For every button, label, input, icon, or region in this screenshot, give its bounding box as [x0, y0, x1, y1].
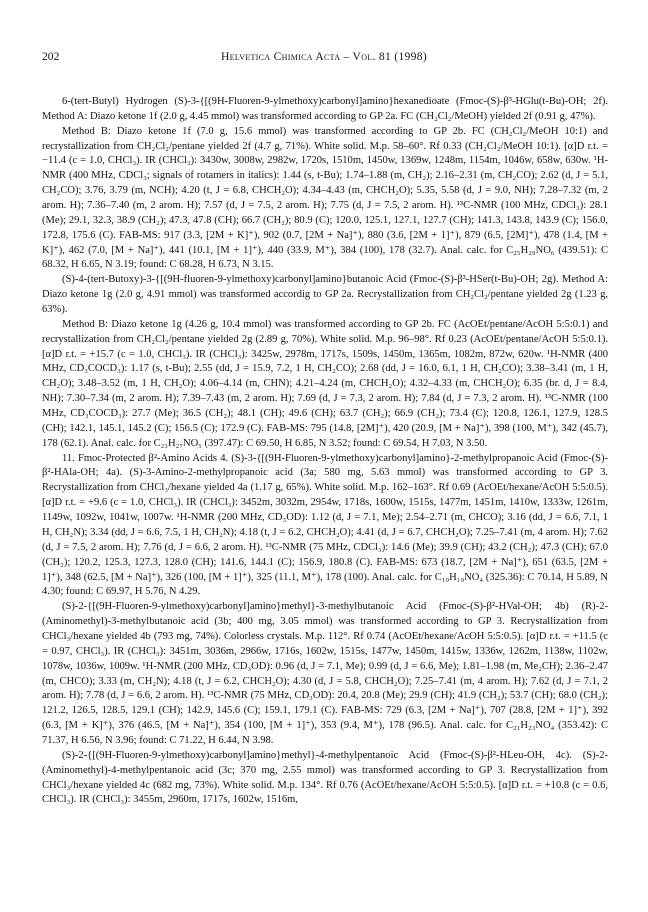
paragraph-2g-method-a: (S)-4-(tert-Butoxy)-3-{[(9H-fluoren-9-ylmethoxy)carbonyl]amino}butanoic Acid (Fmoc-(S)-β³-HSer(t-Bu)-OH; 2g). Method A: Diazo ketone 1g (2.0 g, 4.91 mmol) was transformed accordig to GP 2a. Recrystallization from CH₂Cl₂/pentane yielded 2g (1.23 g, 63%). [42, 274, 608, 316]
page-header [42, 50, 606, 66]
page-number: 202 [42, 50, 60, 63]
experimental-section [42, 95, 608, 808]
paragraph-2f-method-a: 6-(tert-Butyl) Hydrogen (S)-3-{[(9H-Fluoren-9-ylmethoxy)carbonyl]amino}hexanedioate (Fmoc-(S)-β³-HGlu(t-Bu)-OH; 2f). Method A: Diazo ketone 1f (2.0 g, 4.45 mmol) was transformed according to GP 2a. FC (CH₂Cl₂/MeOH) yielded 2f (0.91 g, 47%). [42, 96, 608, 122]
paragraph-4b: (S)-2-{[(9H-Fluoren-9-ylmethoxy)carbonyl]amino}methyl}-3-methylbutanoic Acid (Fmoc-(S)-β²-HVal-OH; 4b) (R)-2-(Aminomethyl)-3-methylbutanoic acid (3b; 400 mg, 3.05 mmol) was transformed according to GP 3. Recrystallization from CHCl₃/hexane yielded 4b (793 mg, 74%). Colorless crystals. M.p. 112°. Rf 0.74 (AcOEt/hexane/AcOH 5:5:0.5). [α]D r.t. = +11.5 (c = 0.97, CHCl₃). IR (CHCl₃): 3451m, 3036m, 2966w, 1716s, 1602w, 1515s, 1477w, 1450m, 1415w, 1336w, 1262m, 1138w, 1102w, 1078w, 1036w, 1009w. ¹H-NMR (200 MHz, CD₃OD): 0.96 (d, J = 7.1, Me); 0.99 (d, J = 6.6, Me); 1.81–1.98 (m, Me₂CH); 2.36–2.47 (m, CHCO); 3.33 (m, CH₂N); 4.18 (t, J = 6.2, CHCH₂O); 4.30 (d, J = 5.8, CHCH₂O); 7.25–7.41 (m, 4 arom. H); 7.62 (d, J = 7.1, 2 arom. H); 7.78 (d, J = 6.6, 2 arom. H). ¹³C-NMR (75 MHz, CD₃OD): 20.4, 20.8 (Me); 29.9 (CH); 41.9 (CH₂); 53.7 (CH); 68.0 (CH₂); 121.2, 126.5, 128.5, 129.1 (CH); 142.9, 145.6 (C); 159.1, 179.1 (C). FAB-MS: 729 (6.3, [2M + Na]⁺), 707 (28.8, [2M + 1]⁺), 392 (6.3, [M + K]⁺), 376 (46.5, [M + Na]⁺), 354 (100, [M + 1]⁺), 353 (9.4, M⁺), 178 (96.5). Anal. calc. for C₂₁H₂₃NO₄ (353.42): C 71.37, H 6.56, N 3.96; found: C 71.22, H 6.44, N 3.98. [42, 601, 608, 746]
running-head: Helvetica Chimica Acta – Vol. 81 (1998) [220, 50, 427, 63]
paragraph-2g-method-b: Method B: Diazo ketone 1g (4.26 g, 10.4 mmol) was transformed according to GP 2b. FC (AcOEt/pentane/AcOH 5:5:0.1) and recrystallization from CH₂Cl₂/pentane yielded 2g (2.89 g, 70%). White solid. M.p. 96–98°. Rf 0.23 (AcOEt/pentane/AcOH 5:5:0.1). [α]D r.t. = +15.7 (c = 1.0, CHCl₃). IR (CHCl₃): 3425w, 2978m, 1717s, 1509s, 1450m, 1365m, 1082m, 872w, 620w. ¹H-NMR (400 MHz, CD₃COCD₃): 1.17 (s, t-Bu); 2.55 (dd, J = 15.9, 7.2, 1 H, CH₂CO); 2.68 (dd, J = 16.0, 6.1, 1 H, CH₂CO); 3.38–3.41 (m, 1 H, CH₂O); 3.48–3.52 (m, 1 H, CH₂O); 4.06–4.14 (m, CHN); 4.21–4.24 (m, CHCH₂O); 4.32–4.33 (m, CHCH₂O); 6.35 (br. d, J = 8.4, NH); 7.30–7.34 (m, 2 arom. H); 7.39–7.43 (m, 2 arom. H); 7.69 (d, J = 7.3, 2 arom. H); 7.84 (d, J = 7.3, 2 arom. H). ¹³C-NMR (100 MHz, CD₃COCD₃): 27.7 (Me); 36.5 (CH₂); 48.1 (CH); 49.6 (CH); 63.7 (CH₂); 66.9 (CH₂); 73.4 (C); 120.8, 126.1, 127.9, 128.5 (CH); 142.1, 145.1, 145.2 (C); 156.5 (C); 172.9 (C). FAB-MS: 795 (14.8, [2M]⁺), 420 (20.9, [M + Na]⁺), 398 (100, M⁺), 342 (45.7), 178 (62.1). Anal. calc. for C₂₃H₂₇NO₅ (397.47): C 69.50, H 6.85, N 3.52; found: C 69.54, H 7.03, N 3.50. [42, 318, 608, 449]
paragraph-4c: (S)-2-{[(9H-Fluoren-9-ylmethoxy)carbonyl]amino}methyl}-4-methylpentanoic Acid (Fmoc-(S)-β²-HLeu-OH, 4c). (S)-2-(Aminomethyl)-4-methylpentanoic acid (3c; 370 mg, 2.55 mmol) was transformed according to GP 3. Recrystallization from CHCl₃/hexane yielded 4c (682 mg, 73%). White solid. M.p. 134°. Rf 0.76 (AcOEt/hexane/AcOH 5:5:0.5). [α]D r.t. = +10.8 (c = 0.6, CHCl₃). IR (CHCl₃): 3455m, 2960m, 1717s, 1602w, 1516m, [42, 749, 608, 806]
paragraph-4a: 11. Fmoc-Protected β²-Amino Acids 4. (S)-3-{[(9H-Fluoren-9-ylmethoxy)carbonyl]amino}-2-methylpropanoic Acid (Fmoc-(S)-β²-HAla-OH; 4a). (S)-3-Amino-2-methylpropanoic acid (3a; 580 mg, 5.63 mmol) was transformed according to GP 3. Recrystallization from CHCl₃/hexane yielded 4a (1.17 g, 65%). White solid. M.p. 162–163°. Rf 0.69 (AcOEt/hexane/AcOH 5:5:0.5). [α]D r.t. = +9.6 (c = 1.0, CHCl₃). IR (CHCl₃): 3452m, 3032m, 2954w, 1718s, 1600w, 1515s, 1477m, 1451m, 1410w, 1333w, 1261m, 1149w, 1092w, 1041w, 1007w. ¹H-NMR (200 MHz, CD₃OD): 1.12 (d, J = 7.1, Me); 2.54–2.71 (m, CHCO); 3.16 (dd, J = 6.6, 7.1, 1 H, CH₂N); 3.34 (dd, J = 6.6, 7.5, 1 H, CH₂N); 4.18 (t, J = 6.2, CHCH₂O); 4.41 (d, J = 6.7, CHCH₂O); 7.25–7.41 (m, 4 arom. H); 7.62 (d, J = 7.5, 2 arom. H); 7.76 (d, J = 6.6, 2 arom. H). ¹³C-NMR (75 MHz, CDCl₃): 14.6 (Me); 39.9 (CH); 43.2 (CH₂); 47.3 (CH); 67.0 (CH₂); 120.2, 125.3, 127.3, 128.0 (CH); 141.6, 144.1 (C); 156.9, 180.8 (C). FAB-MS: 673 (18.7, [2M + Na]⁺), 651 (63.5, [2M + 1]⁺), 348 (62.5, [M + Na]⁺), 326 (100, [M + 1]⁺), 325 (11.1, M⁺), 178 (100). Anal. calc. for C₁₉H₁₉NO₄ (325.36): C 70.14, H 5.89, N 4.30; found: C 69.97, H 5.76, N 4.29. [42, 452, 608, 598]
paragraph-2f-method-b: Method B: Diazo ketone 1f (7.0 g, 15.6 mmol) was transformed according to GP 2b. FC (CH₂Cl₂/MeOH 10:1) and recrystallization from CH₂Cl₂/pentane yielded 2f (4.7 g, 71%). White solid. M.p. 58–60°. Rf 0.33 (CH₂Cl₂/MeOH 10:1). [α]D r.t. = −11.4 (c = 1.0, CHCl₃). IR (CHCl₃): 3430w, 3008w, 2982w, 1720s, 1510m, 1450w, 1369w, 1248m, 1154m, 1046w, 658w, 630w. ¹H-NMR (400 MHz, CDCl₃; signals of rotamers in italics): 1.44 (s, t-Bu); 1.74–1.88 (m, CH₂); 2.16–2.31 (m, CH₂CO); 2.62 (d, J = 5.1, CH₂CO); 3.76, 3.79 (m, NCH); 4.20 (t, J = 6.8, CHCH₂O); 4.34–4.43 (m, CHCH₂O); 5.35, 5.58 (d, J = 9.0, NH); 7.28–7.32 (m, 2 arom. H); 7.36–7.40 (m, 2 arom. H); 7.57 (d, J = 7.5, 2 arom. H); 7.75 (d, J = 7.5, 2 arom. H). ¹³C-NMR (100 MHz, CDCl₃): 28.1 (Me); 29.1, 32.3, 38.9 (CH₂); 47.3, 47.8 (CH); 66.7 (CH₂); 80.9 (C); 120.0, 125.1, 127.1, 127.7 (CH); 141.3, 143.8, 143.9 (C); 156.0, 172.8, 175.6 (C). FAB-MS: 917 (3.3, [2M + K]⁺), 902 (0.7, [2M + Na]⁺), 880 (3.6, [2M + 1]⁺), 879 (6.5, [2M]⁺), 478 (1.4, [M + K]⁺), 462 (7.0, [M + Na]⁺), 441 (10.1, [M + 1]⁺), 440 (33.9, M⁺), 384 (100), 178 (32.7). Anal. calc. for C₂₅H₂₉NO₆ (439.51): C 68.32, H 6.65, N 3.19; found: C 68.28, H 6.73, N 3.15. [42, 125, 608, 271]
